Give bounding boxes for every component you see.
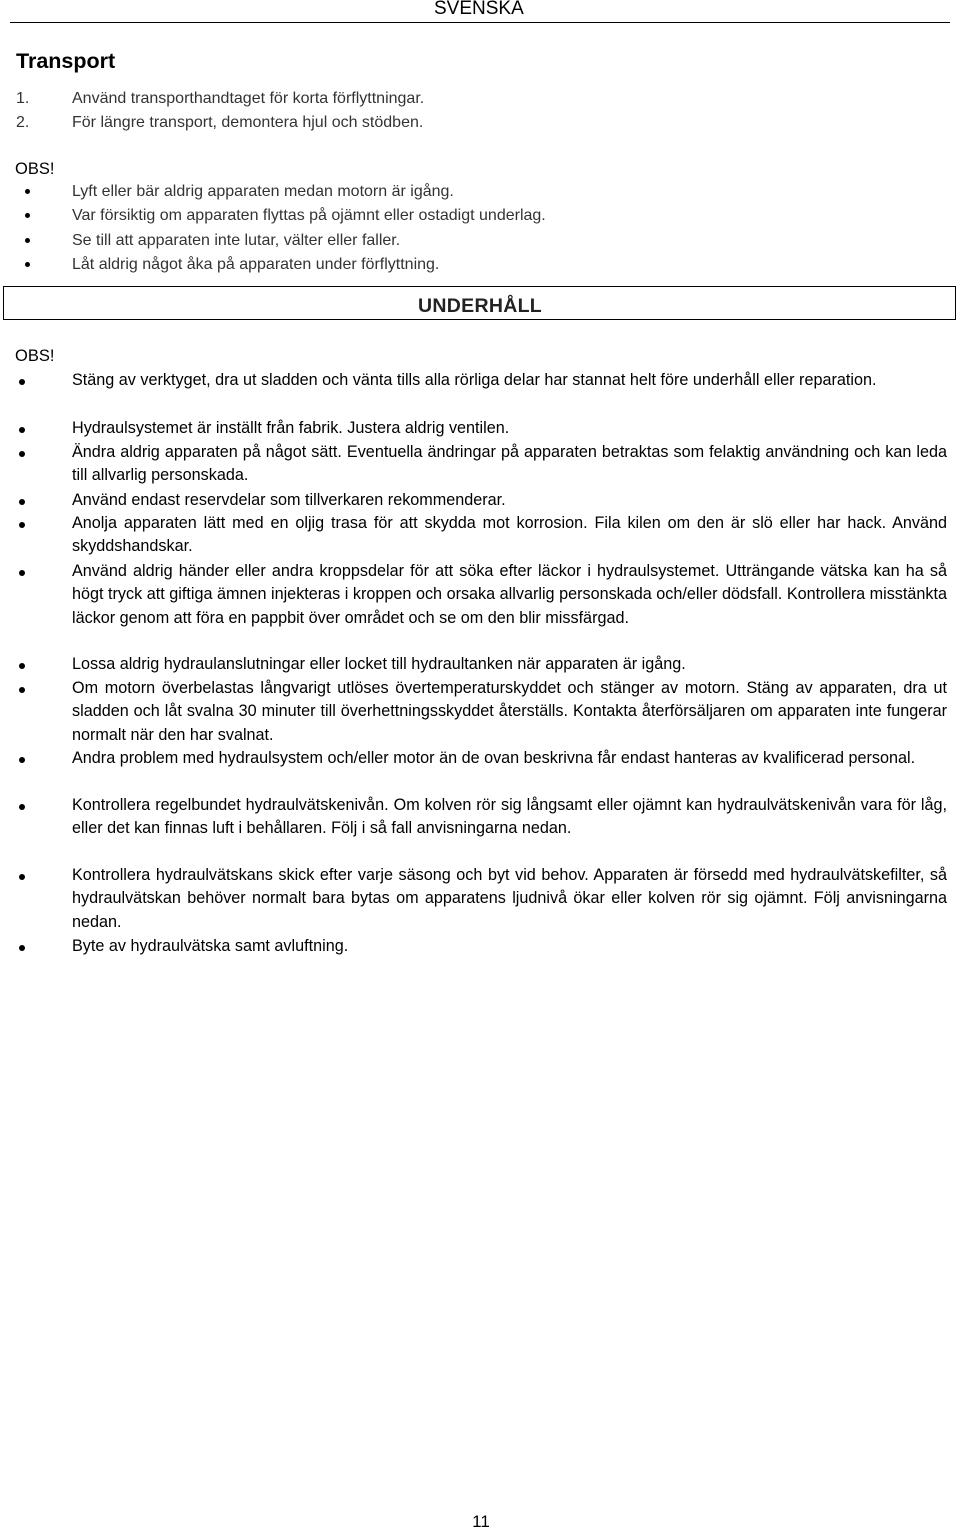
maintenance-item [16, 864, 947, 934]
maintenance-item-text: Använd aldrig händer eller andra kroppsdelar för att söka efter läckor i hydraulsystemet. Utträngande vätska kan ha så högt tryck att giftiga ämnen injekteras i kroppen och orsaka allvarlig personskada och/eller dödsfall. Kontrollera misstänkta läckor genom att föra en pappbit över området och se om den blir missfärgad. [72, 562, 947, 627]
warning-text: Låt aldrig något åka på apparaten under förflyttning. [72, 256, 440, 273]
page-number: 11 [472, 1512, 490, 1531]
maintenance-title: UNDERHÅLL [417, 295, 543, 317]
bullet-icon [19, 451, 25, 457]
warning-text: Se till att apparaten inte lutar, välter eller faller. [72, 232, 401, 249]
bullet-icon [19, 570, 25, 576]
bullet-icon [19, 945, 25, 951]
bullet-icon [19, 874, 25, 880]
warning-text: Lyft eller bär aldrig apparaten medan motorn är igång. [72, 183, 454, 200]
maintenance-item-text: Hydraulsystemet är inställt från fabrik. Justera aldrig ventilen. [72, 419, 510, 437]
maintenance-item-text: Kontrollera hydraulvätskans skick efter varje säsong och byt vid behov. Apparaten är försedd med hydraulvätskefilter, så hydraulvätskan behöver normalt bara bytas om apparatens ljudnivå ökar eller kolven rör sig ojämnt. Följ anvisningarna nedan. [72, 866, 947, 931]
maintenance-item [16, 747, 947, 770]
maintenance-item-text: Ändra aldrig apparaten på något sätt. Eventuella ändringar på apparaten betraktas som felaktig användning och kan leda till allvarlig personskada. [72, 443, 947, 485]
maintenance-item [16, 417, 947, 440]
maintenance-obs-label: OBS! [15, 347, 55, 365]
bullet-icon [19, 804, 25, 810]
bullet-icon [19, 499, 25, 505]
transport-title: Transport [16, 49, 116, 73]
maintenance-item-text: Byte av hydraulvätska samt avluftning. [72, 937, 349, 955]
maintenance-item [16, 935, 947, 958]
bullet-icon [19, 427, 25, 433]
maintenance-item [16, 512, 947, 559]
maintenance-item [16, 653, 947, 676]
bullet-icon [19, 757, 25, 763]
header-divider [10, 22, 950, 23]
bullet-icon [25, 189, 30, 194]
maintenance-item [16, 489, 947, 512]
maintenance-item-text: Stäng av verktyget, dra ut sladden och vänta tills alla rörliga delar har stannat helt före underhåll eller reparation. [72, 371, 877, 389]
header-language: SVENSKA [434, 0, 524, 19]
maintenance-item-text: Anolja apparaten lätt med en oljig trasa för att skydda mot korrosion. Fila kilen om den är slö eller har hack. Använd skyddshandskar. [72, 514, 947, 556]
step-text: Använd transporthandtaget för korta förflyttningar. [72, 90, 425, 107]
maintenance-item [16, 794, 947, 841]
maintenance-item [16, 560, 947, 630]
maintenance-item-text: Om motorn överbelastas långvarigt utlöses övertemperaturskyddet och stänger av motorn. Stäng av apparaten, dra ut sladden och låt svalna 30 minuter till överhettningsskyddet återställs. Kontakta återförsäljaren om apparaten inte fungerar normalt när den har svalnat. [72, 679, 947, 744]
bullet-icon [19, 687, 25, 693]
maintenance-item-text: Använd endast reservdelar som tillverkaren rekommenderar. [72, 491, 506, 509]
bullet-icon [25, 262, 30, 267]
maintenance-item [16, 369, 947, 392]
maintenance-item-text: Kontrollera regelbundet hydraulvätskenivån. Om kolven rör sig långsamt eller ojämnt kan hydraulvätskenivån vara för låg, eller det kan finnas luft i behållaren. Följ i så fall anvisningarna nedan. [72, 796, 947, 838]
bullet-icon [19, 522, 25, 528]
maintenance-item-text: Lossa aldrig hydraulanslutningar eller locket till hydraultanken när apparaten är igång. [72, 655, 686, 673]
bullet-icon [25, 213, 30, 218]
bullet-icon [25, 238, 30, 243]
bullet-icon [19, 663, 25, 669]
bullet-icon [19, 379, 25, 385]
maintenance-item-text: Andra problem med hydraulsystem och/eller motor än de ovan beskrivna får endast hanteras av kvalificerad personal. [72, 749, 916, 767]
step-number: 1. [16, 90, 30, 107]
maintenance-item [16, 677, 947, 747]
warning-text: Var försiktig om apparaten flyttas på ojämnt eller ostadigt underlag. [72, 207, 546, 224]
step-text: För längre transport, demontera hjul och stödben. [72, 114, 424, 131]
maintenance-item [16, 441, 947, 488]
transport-obs-label: OBS! [15, 160, 55, 178]
step-number: 2. [16, 114, 30, 131]
